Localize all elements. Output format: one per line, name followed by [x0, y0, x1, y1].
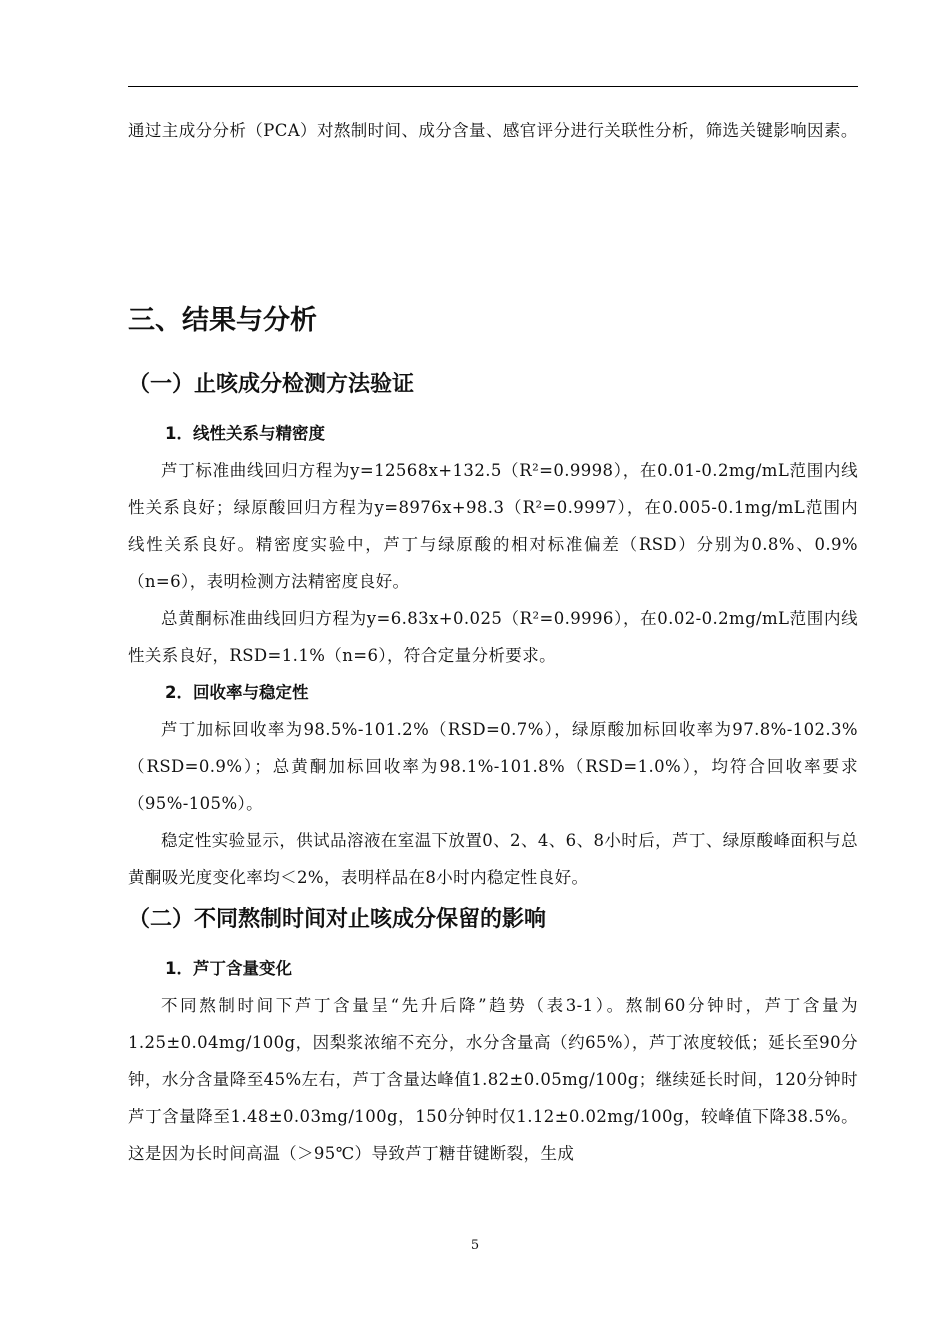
paragraph-stability: 稳定性实验显示，供试品溶液在室温下放置0、2、4、6、8小时后，芦丁、绿原酸峰面积与总黄酮吸光度变化率均＜2%，表明样品在8小时内稳定性良好。: [128, 831, 858, 887]
paragraph-linearity-2: 总黄酮标准曲线回归方程为y=6.83x+0.025（R²=0.9996），在0.02-0.2mg/mL范围内线性关系良好，RSD=1.1%（n=6），符合定量分析要求。: [128, 609, 858, 665]
paragraph-linearity-1: 芦丁标准曲线回归方程为y=12568x+132.5（R²=0.9998），在0.01-0.2mg/mL范围内线性关系良好；绿原酸回归方程为y=8976x+98.3（R²=0.9997），在0.005-0.1mg/mL范围内线性关系良好。精密度实验中，芦丁与绿原酸的相对标准偏差（RSD）分别为0.8%、0.9%（n=6），表明检测方法精密度良好。: [128, 461, 858, 591]
item-title-recovery: 2．回收率与稳定性: [165, 683, 309, 702]
item-title-linearity: 1．线性关系与精密度: [165, 424, 325, 443]
spacer: [128, 938, 858, 950]
section-title: 三、结果与分析: [128, 305, 317, 336]
paragraph-rutin: 不同熬制时间下芦丁含量呈“先升后降”趋势（表3-1）。熬制60分钟时，芦丁含量为1.25±0.04mg/100g，因梨浆浓缩不充分，水分含量高（约65%），芦丁浓度较低；延长至90分钟，水分含量降至45%左右，芦丁含量达峰值1.82±0.05mg/100g；继续延长时间，120分钟时芦丁含量降至1.48±0.03mg/100g，150分钟时仅1.12±0.02mg/100g，较峰值下降38.5%。这是因为长时间高温（＞95℃）导致芦丁糖苷键断裂，生成: [128, 996, 858, 1163]
paragraph-recovery-1: 芦丁加标回收率为98.5%-101.2%（RSD=0.7%），绿原酸加标回收率为97.8%-102.3%（RSD=0.9%）；总黄酮加标回收率为98.1%-101.8%（RSD=1.0%），均符合回收率要求（95%-105%）。: [128, 720, 858, 813]
subsection-title-2: （二）不同熬制时间对止咳成分保留的影响: [128, 907, 547, 932]
item-title-rutin: 1．芦丁含量变化: [165, 959, 292, 978]
spacer: [128, 403, 858, 415]
page-number: 5: [470, 1238, 480, 1253]
subsection-title-1: （一）止咳成分检测方法验证: [128, 372, 415, 397]
intro-paragraph: 通过主成分分析（PCA）对熬制时间、成分含量、感官评分进行关联性分析，筛选关键影响因素。: [128, 121, 858, 140]
spacer: [128, 341, 858, 367]
spacer: [128, 149, 858, 301]
header-rule: [128, 86, 858, 87]
document-body: [128, 112, 858, 1172]
